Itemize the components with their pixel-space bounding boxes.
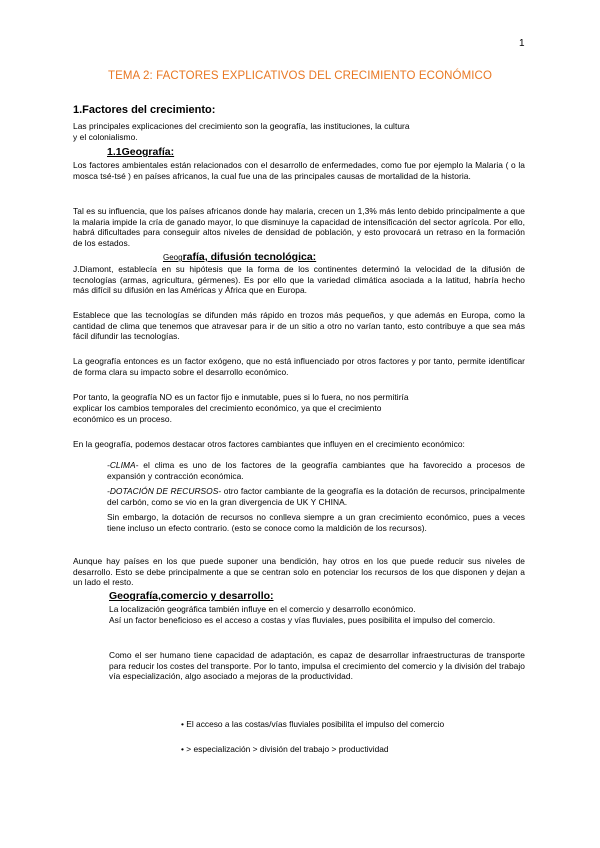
paragraph-difusion-europa: Establece que las tecnologías se difunden más rápido en trozos más pequeños, y que además en Europa, como la cantidad de clima que tenemos que atravesar para ir de un sitio a otro no varían tanto, esto contribuye a que sea más fácil difundir las tecnologías. <box>73 310 525 342</box>
paragraph-factores-cambiantes: En la geografía, podemos destacar otros factores cambiantes que influyen en el crecimiento económico: <box>73 439 465 449</box>
paragraph-factor-fijo-line-2: explicar los cambios temporales del crecimiento económico, ya que el crecimiento <box>73 403 382 413</box>
document-title: TEMA 2: FACTORES EXPLICATIVOS DEL CRECIMIENTO ECONÓMICO <box>107 70 492 82</box>
paragraph-diamont: J.Diamont, establecía en su hipótesis que la forma de los continentes determinó la velocidad de la difusión de tecnologías (armas, agricultura, gérmenes). Es por ello que la variedad climática asociada a la latitud, habría hecho más difícil su difusión en las Américas y África que en Europa. <box>73 264 525 296</box>
paragraph-localizacion-rest: Así un factor beneficioso es el acceso a costas y vías fluviales, pues posibilita el impulso del comercio. <box>109 615 496 625</box>
recursos-text: - otro factor cambiante de la geografía es la dotación de recursos, principalmente del carbón, como se vio en la gran divergencia de UK Y CHINA. <box>107 486 525 507</box>
item-clima <box>107 460 525 481</box>
paragraph-malaria-influencia: Tal es su influencia, que los países africanos donde hay malaria, crecen un 1,3% más lento debido principalmente a que la malaria impide la cría de ganado mayor, lo que disminuye la capacidad de intensificación del sector agrícola. Por ello, habrá dificultades para conseguir altos niveles de densidad de población, y esto provocará un retraso en la formación de los estados. <box>73 206 525 248</box>
clima-label: -CLIMA <box>107 460 136 470</box>
intro-line-1: Las principales explicaciones del crecimiento son la geografía, las instituciones, la cultura <box>73 121 410 131</box>
paragraph-adaptacion: Como el ser humano tiene capacidad de adaptación, es capaz de desarrollar infraestructuras de transporte para reducir los costes del transporte. Por lo tanto, impulsa el crecimiento del comercio y la división del trabajo vía especialización, algo asociado a mejoras de la productividad. <box>109 650 525 682</box>
paragraph-bendicion: Aunque hay países en los que puede suponer una bendición, hay otros en los que puede reducir sus niveles de desarrollo. Esto se debe principalmente a que se centran solo en potenciar los recursos de los que disponen y dejan a un lado el resto. <box>73 556 525 588</box>
paragraph-localizacion-line-1: La localización geográfica también influye en el comercio y desarrollo económico. <box>109 604 416 614</box>
section-heading-factores: 1.Factores del crecimiento: <box>73 104 216 116</box>
intro-line-2: y el colonialismo. <box>73 132 138 142</box>
heading-rest: rafía, difusión tecnológica: <box>182 251 317 263</box>
page-number: 1 <box>519 38 525 49</box>
bullet-acceso-costas: • El acceso a las costas/vías fluviales posibilita el impulso del comercio <box>181 719 445 729</box>
section-heading-comercio-desarrollo: Geografía,comercio y desarrollo: <box>109 590 274 602</box>
paragraph-factor-fijo-line-3: económico es un proceso. <box>73 414 172 424</box>
item-maldicion-recursos: Sin embargo, la dotación de recursos no conlleva siempre a un gran crecimiento económico, pues a veces tiene incluso un efecto contrario. (esto se conoce como la maldición de los recursos). <box>107 512 525 533</box>
paragraph-factor-exogeno: La geografía entonces es un factor exógeno, que no está influenciado por otros factores y por tanto, permite identificar de forma clara su impacto sobre el desarrollo económico. <box>73 356 525 377</box>
recursos-label: -DOTACIÓN DE RECURSOS <box>107 486 219 496</box>
section-heading-geografia: 1.1Geografía: <box>107 146 175 158</box>
bullet-especializacion: • > especialización > división del trabajo > productividad <box>181 744 389 754</box>
heading-prefix: Geog <box>163 253 183 262</box>
clima-text: - el clima es uno de los factores de la geografía cambiantes que ha favorecido a procesos de expansión y contracción económica. <box>107 460 525 481</box>
section-heading-difusion-tecnologica <box>163 251 316 263</box>
item-dotacion-recursos <box>107 486 525 507</box>
paragraph-factores-ambientales: Los factores ambientales están relacionados con el desarrollo de enfermedades, como fue por ejemplo la Malaria ( o la mosca tsé-tsé ) en países africanos, la cual fue una de las principales causas de mortalidad de la historia. <box>73 160 525 181</box>
paragraph-factor-fijo-line-1: Por tanto, la geografía NO es un factor fijo e inmutable, pues si lo fuera, no nos permitiría <box>73 392 409 402</box>
